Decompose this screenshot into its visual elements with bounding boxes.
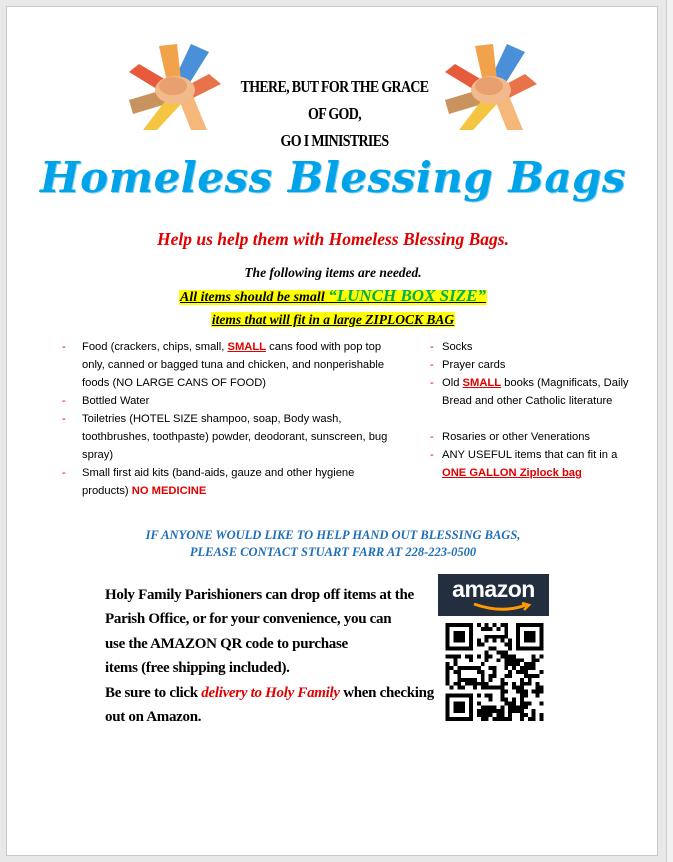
list-item: - Rosaries or other Venerations [430,428,640,446]
dash-bullet: - [62,341,66,353]
size-note-ziplock: items that will fit in a large ZIPLOCK BAG [211,312,455,327]
list-item: - ANY USEFUL items that can fit in a ONE GALLON Ziplock bag [430,446,640,482]
contact-line-1: IF ANYONE WOULD LIKE TO HELP HAND OUT BLESSING BAGS, [145,528,521,542]
dash-bullet: - [430,341,434,353]
amazon-smile-icon [472,602,532,612]
dash-bullet: - [62,413,66,425]
dash-bullet: - [62,395,66,407]
contact-note [7,527,659,561]
dash-bullet: - [430,431,434,443]
window-edge [666,0,673,862]
dropoff-paragraph: Holy Family Parishioners can drop off items at the Parish Office, or for your convenience, you can use the AMAZON QR code to purchase items (free shipping included). Be sure to click delivery to Holy Family when checking out on Amazon. [105,587,434,726]
items-list-right [430,338,640,482]
dash-bullet: - [430,359,434,371]
list-item: - Socks [430,338,640,356]
qr-code-icon [441,623,548,721]
list-item: - Prayer cards [430,356,640,374]
amazon-logo: amazon [438,574,549,616]
items-list-left [62,338,402,500]
dash-bullet: - [430,377,434,389]
document-page [6,6,658,856]
list-item: - Toiletries (HOTEL SIZE shampoo, soap, Body wash, toothbrushes, toothpaste) powder, deodorant, sunscreen, bug spray) [62,410,402,464]
contact-line-2: PLEASE CONTACT STUART FARR AT 228-223-0500 [189,545,477,559]
ministry-name [234,73,435,154]
ministry-line-2: GO I MINISTRIES [280,131,389,150]
delivery-to-holy-family: delivery to Holy Family [201,684,340,701]
dash-bullet: - [62,467,66,479]
dash-bullet: - [430,449,434,461]
list-item: - Small first aid kits (band-aids, gauze and other hygiene products) NO MEDICINE [62,464,402,500]
list-item: - Old SMALL books (Magnificats, Daily Bread and other Catholic literature [430,374,640,428]
hands-stacked-icon [129,44,221,130]
page-title: Homeless Blessing Bags [39,153,627,202]
size-note-line-2 [7,312,659,328]
size-note-line-1 [7,286,659,306]
lunch-box-size: “LUNCH BOX SIZE” [328,286,486,305]
list-item: - Bottled Water [62,392,402,410]
subtitle: Help us help them with Homeless Blessing Bags. [157,229,509,249]
list-item: - Food (crackers, chips, small, SMALL cans food with pop top only, canned or bagged tuna and chicken, and nonperishable foods (NO LARGE CANS OF FOOD) [62,338,402,392]
size-note-prefix: All items should be small [180,290,329,305]
ministry-line-1: THERE, BUT FOR THE GRACE OF GOD, [240,77,429,123]
needed-heading: The following items are needed. [244,265,422,280]
hands-stacked-icon [445,44,537,130]
